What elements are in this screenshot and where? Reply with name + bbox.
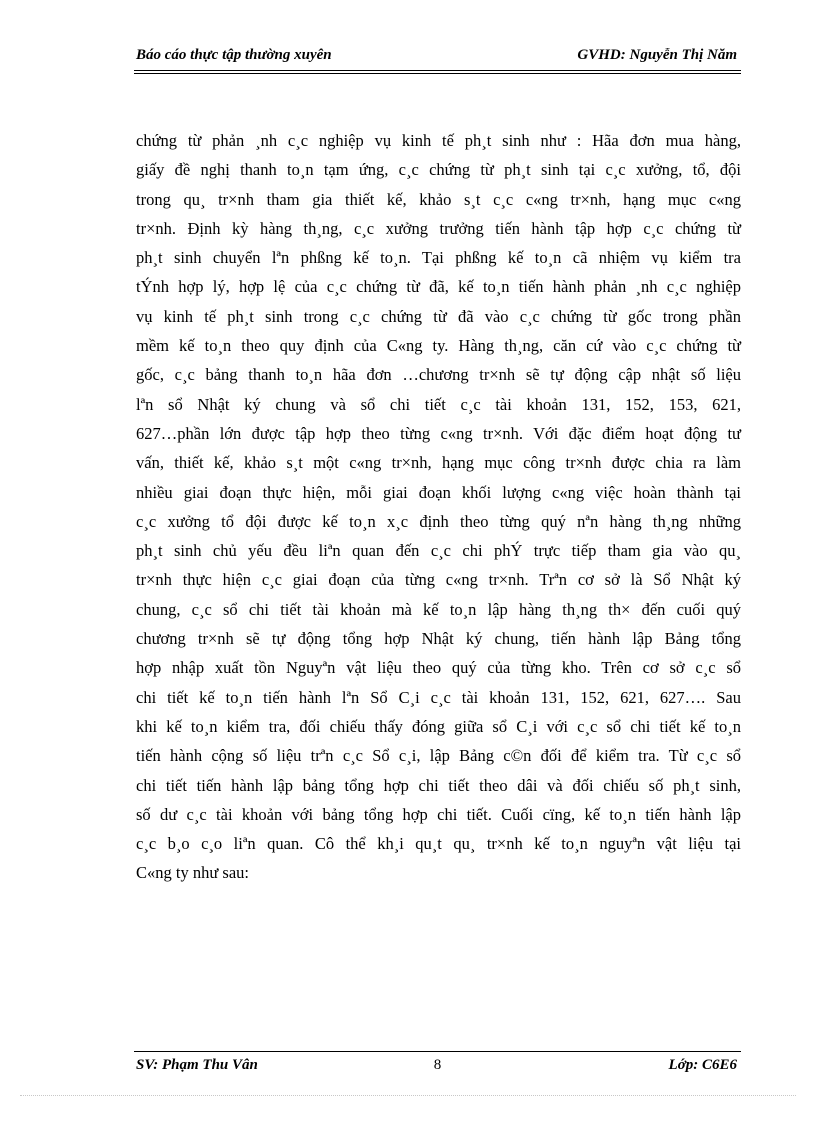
text-line: vấn, thiết kế, khảo s¸t một c«ng tr×nh, hạng mục công tr×nh được chia ra làm	[136, 453, 741, 473]
text-line: khi kế to¸n kiểm tra, đối chiếu thấy đóng giữa sổ C¸i với c¸c sổ chi tiết kế to¸n	[136, 716, 741, 736]
page-edge-divider	[20, 1095, 796, 1096]
text-line: mềm kế to¸n theo quy định của C«ng ty. Hàng th¸ng, căn cứ vào c¸c chứng từ	[136, 336, 741, 356]
text-line: vụ kinh tế ph¸t sinh trong c¸c chứng từ đã vào c¸c chứng từ gốc trong phần	[136, 306, 741, 326]
text-line: tr×nh thực hiện c¸c giai đoạn của từng c«ng tr×nh. Trªn cơ sở là Sổ Nhật ký	[136, 570, 741, 590]
text-line: chương tr×nh sẽ tự động tổng hợp Nhật ký chung, tiến hành lập Bảng tổng	[136, 629, 741, 649]
text-line: chi tiết tiến hành lập bảng tổng hợp chi tiết theo dâi và đối chiếu số ph¸t sinh,	[136, 775, 741, 795]
text-line: 627…phần lớn được tập hợp theo từng c«ng tr×nh. Với đặc điểm hoạt động tư	[136, 423, 741, 443]
page-footer	[134, 1051, 741, 1078]
text-line: ph¸t sinh chuyển lªn phßng kế to¸n. Tại phßng kế to¸n cã nhiệm vụ kiểm tra	[136, 248, 741, 268]
report-title: Báo cáo thực tập thường xuyên	[136, 47, 332, 63]
text-line: C«ng ty như sau:	[136, 863, 249, 883]
page-header	[134, 44, 741, 74]
class-code: Lớp: C6E6	[668, 1057, 737, 1073]
page-number: 8	[433, 1057, 442, 1073]
text-line: c¸c b¸o c¸o liªn quan. Cô thể kh¸i qu¸t qu¸ tr×nh kế to¸n nguyªn vật liệu tại	[136, 834, 741, 854]
text-line: giấy đề nghị thanh to¸n tạm ứng, c¸c chứng từ ph¸t sinh tại c¸c xưởng, tổ, đội	[136, 160, 741, 180]
text-line: tr×nh. Định kỳ hàng th¸ng, c¸c xưởng trưởng tiến hành tập hợp c¸c chứng từ	[136, 218, 741, 238]
text-line: lªn sổ Nhật ký chung và sổ chi tiết c¸c tài khoản 131, 152, 153, 621,	[136, 394, 741, 414]
text-line: c¸c xưởng tổ đội được kế to¸n x¸c định theo từng quý nªn hàng th¸ng những	[136, 511, 741, 531]
text-line: tiến hành cộng số liệu trªn c¸c Sổ c¸i, lập Bảng c©n đối để kiểm tra. Từ c¸c sổ	[136, 746, 741, 766]
text-line: chi tiết kế to¸n tiến hành lªn Sổ C¸i c¸c tài khoản 131, 152, 621, 627…. Sau	[136, 687, 741, 707]
text-line: chung, c¸c sổ chi tiết tài khoản mà kế to¸n lập hàng th¸ng th× đến cuối quý	[136, 599, 741, 619]
text-line: nhiều giai đoạn thực hiện, mỗi giai đoạn khối lượng c«ng việc hoàn thành tại	[136, 482, 741, 502]
text-line: hợp nhập xuất tồn Nguyªn vật liệu theo quý của từng kho. Trên cơ sở c¸c sổ	[136, 658, 741, 678]
supervisor-name: GVHD: Nguyễn Thị Năm	[577, 47, 737, 63]
text-line: tÝnh hợp lý, hợp lệ của c¸c chứng từ đã, kế to¸n tiến hành phản ¸nh c¸c nghiệp	[136, 277, 741, 297]
text-line: ph¸t sinh chủ yếu đều liªn quan đến c¸c chi phÝ trực tiếp tham gia vào qu¸	[136, 541, 741, 561]
body-paragraph	[136, 126, 741, 888]
text-line: chứng từ phản ¸nh c¸c nghiệp vụ kinh tế ph¸t sinh như : Hãa đơn mua hàng,	[136, 131, 741, 150]
student-name: SV: Phạm Thu Vân	[136, 1057, 258, 1073]
text-line: gốc, c¸c bảng thanh to¸n hãa đơn …chương tr×nh sẽ tự động cập nhật số liệu	[136, 365, 741, 385]
text-line: số dư c¸c tài khoản với bảng tổng hợp chi tiết. Cuối cïng, kế to¸n tiến hành lập	[136, 804, 741, 824]
text-line: trong qu¸ tr×nh tham gia thiết kế, khảo s¸t c¸c c«ng tr×nh, hạng mục c«ng	[136, 189, 741, 209]
